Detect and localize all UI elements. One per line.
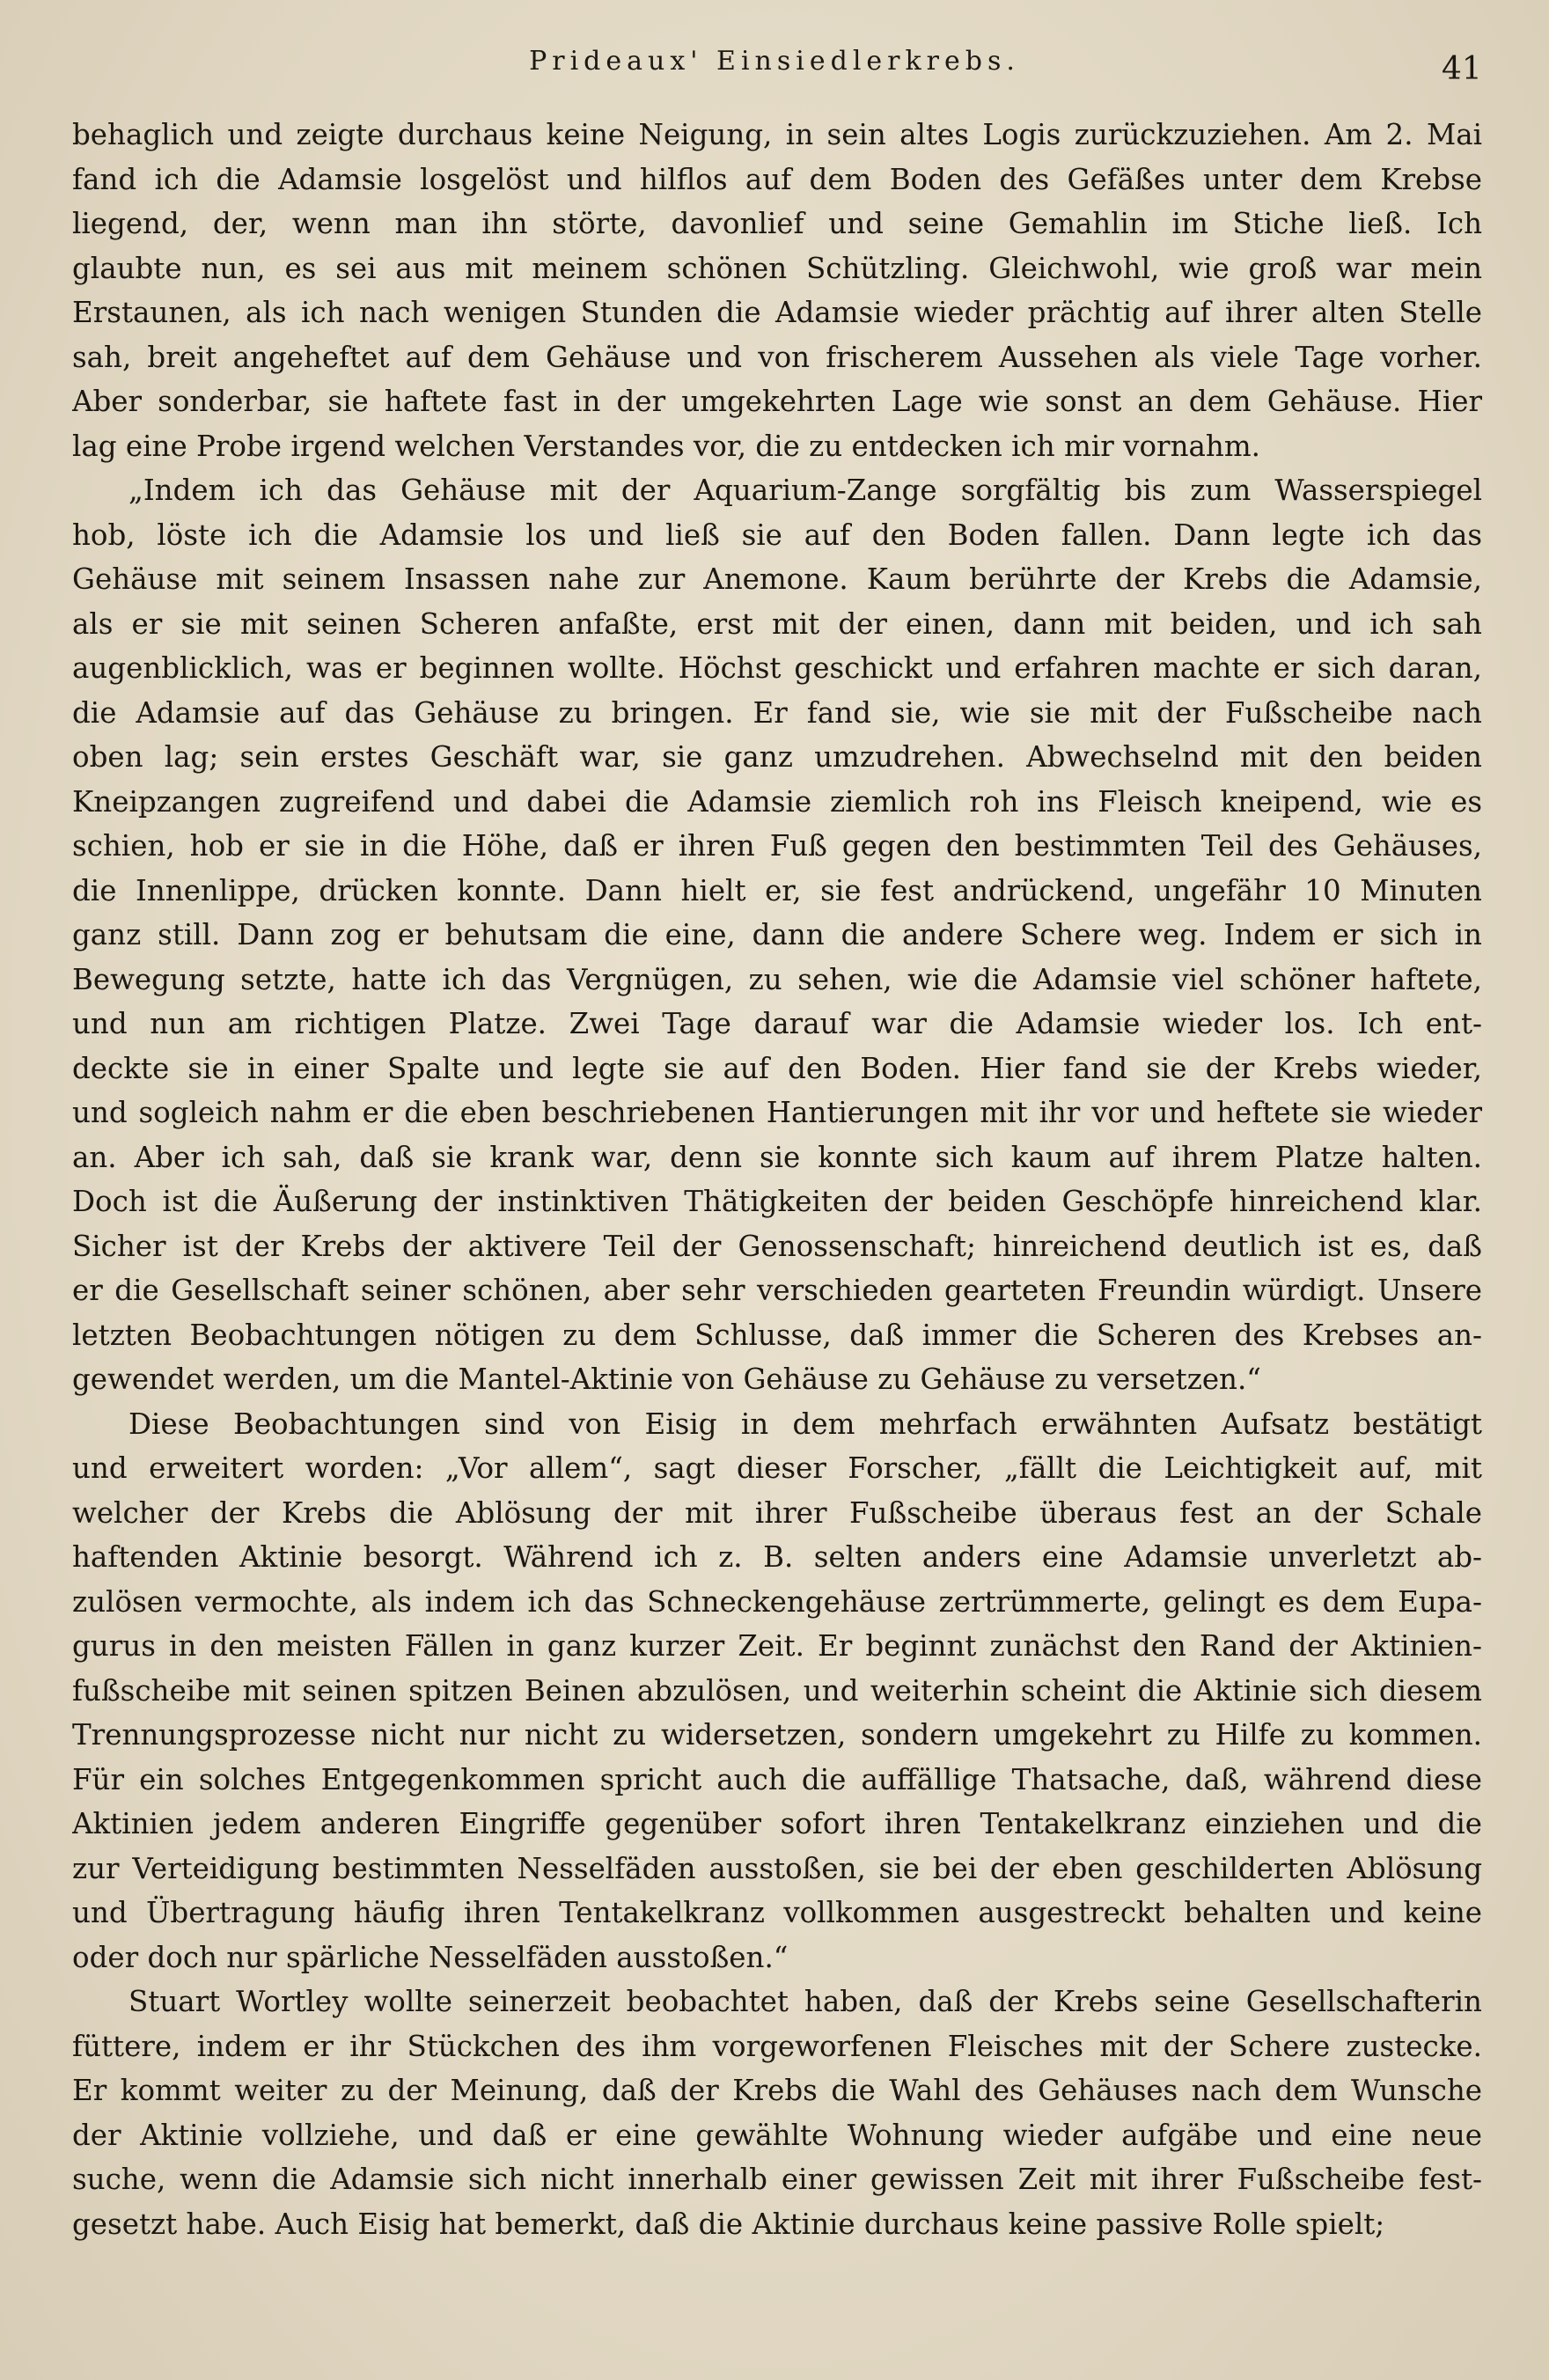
text-line: ganz still. Dann zog er behutsam die eine, dann die andere Schere weg. Indem er sich in [72,918,1482,951]
text-line: augenblicklich, was er beginnen wollte. Höchst geschickt und erfahren machte er sich daran, [72,651,1482,685]
text-line: Stuart Wortley wollte seinerzeit beobachtet haben, daß der Krebs seine Gesellschafterin [128,1985,1482,2018]
text-line: lag eine Probe irgend welchen Verstandes vor, die zu entdecken ich mir vornahm. [72,429,1260,463]
text-line: die Adamsie auf das Gehäuse zu bringen. Er fand sie, wie sie mit der Fußscheibe nach [72,695,1482,730]
text-line: und Übertragung häufig ihren Tentakelkranz vollkommen ausgestreckt behalten und keine [72,1896,1482,1929]
text-line: der Aktinie vollziehe, und daß er eine gewählte Wohnung wieder aufgäbe und eine neue [72,2118,1482,2152]
text-line: haftenden Aktinie besorgt. Während ich z. B. selten anders eine Adamsie unverletzt ab- [72,1540,1482,1574]
text-line: und sogleich nahm er die eben beschriebenen Hantierungen mit ihr vor und heftete sie wieder [72,1096,1482,1129]
text-line: Kneipzangen zugreifend und dabei die Adamsie ziemlich roh ins Fleisch kneipend, wie es [72,784,1482,819]
text-line: welcher der Krebs die Ablösung der mit ihrer Fußscheibe überaus fest an der Schale [72,1495,1482,1530]
running-title: Prideaux' Einsiedlerkrebs. [529,46,1020,77]
text-line: oben lag; sein erstes Geschäft war, sie ganz umzudrehen. Abwechselnd mit den beiden [72,740,1482,774]
text-line: zur Verteidigung bestimmten Nesselfäden ausstoßen, sie bei der eben geschilderten Ablösung [72,1851,1482,1885]
text-line: Diese Beobachtungen sind von Eisig in dem mehrfach erwähnten Aufsatz bestätigt [128,1407,1482,1441]
text-line: behaglich und zeigte durchaus keine Neigung, in sein altes Logis zurückzuziehen. Am 2. Mai [72,118,1482,151]
text-line: Für ein solches Entgegenkommen spricht auch die auffällige Thatsache, daß, während diese [72,1762,1482,1796]
text-line: fand ich die Adamsie losgelöst und hilflos auf dem Boden des Gefäßes unter dem Krebse [72,162,1482,196]
text-line: oder doch nur spärliche Nesselfäden ausstoßen.“ [72,1940,789,1974]
text-line: „Indem ich das Gehäuse mit der Aquarium-Zange sorgfältig bis zum Wasserspiegel [128,474,1482,507]
text-line: und erweitert worden: „Vor allem“, sagt dieser Forscher, „fällt die Leichtigkeit auf, mit [72,1451,1482,1485]
text-line: glaubte nun, es sei aus mit meinem schönen Schützling. Gleichwohl, wie groß war mein [72,251,1482,285]
text-line: hob, löste ich die Adamsie los und ließ sie auf den Boden fallen. Dann legte ich das [72,518,1482,552]
text-line: und nun am richtigen Platze. Zwei Tage darauf war die Adamsie wieder los. Ich ent- [72,1007,1482,1040]
text-line: an. Aber ich sah, daß sie krank war, denn sie konnte sich kaum auf ihrem Platze halten. [72,1140,1482,1174]
text-line: zulösen vermochte, als indem ich das Schneckengehäuse zertrümmerte, gelingt es dem Eupa- [72,1584,1482,1619]
text-line: Bewegung setzte, hatte ich das Vergnügen, zu sehen, wie die Adamsie viel schöner haftete, [72,962,1482,996]
text-line: gurus in den meisten Fällen in ganz kurzer Zeit. Er beginnt zunächst den Rand der Aktinien- [72,1629,1482,1663]
text-line: suche, wenn die Adamsie sich nicht innerhalb einer gewissen Zeit mit ihrer Fußscheibe fest- [72,2163,1482,2196]
body-text [72,113,1482,2246]
text-line: Trennungsprozesse nicht nur nicht zu widersetzen, sondern umgekehrt zu Hilfe zu kommen. [72,1718,1482,1752]
text-line: Aber sonderbar, sie haftete fast in der umgekehrten Lage wie sonst an dem Gehäuse. Hier [72,385,1482,418]
text-line: als er sie mit seinen Scheren anfaßte, erst mit der einen, dann mit beiden, und ich sah [72,606,1482,641]
text-line: füttere, indem er ihr Stückchen des ihm vorgeworfenen Fleisches mit der Schere zustecke. [72,2029,1482,2063]
text-line: Erstaunen, als ich nach wenigen Stunden die Adamsie wieder prächtig auf ihrer alten Stelle [72,296,1482,329]
text-line: letzten Beobachtungen nötigen zu dem Schlusse, daß immer die Scheren des Krebses an- [72,1318,1482,1352]
text-line: gesetzt habe. Auch Eisig hat bemerkt, daß die Aktinie durchaus keine passive Rolle spielt; [72,2207,1385,2241]
paragraph-4 [72,1980,1482,2246]
text-line: schien, hob er sie in die Höhe, daß er ihren Fuß gegen den bestimmten Teil des Gehäuses, [72,829,1482,863]
text-line: die Innenlippe, drücken konnte. Dann hielt er, sie fest andrückend, ungefähr 10 Minuten [72,873,1482,907]
text-line: liegend, der, wenn man ihn störte, davonlief und seine Gemahlin im Stiche ließ. Ich [72,207,1482,240]
text-line: gewendet werden, um die Mantel-Aktinie von Gehäuse zu Gehäuse zu versetzen.“ [72,1363,1261,1396]
text-line: fußscheibe mit seinen spitzen Beinen abzulösen, und weiterhin scheint die Aktinie sich diesem [72,1673,1482,1708]
text-line: Gehäuse mit seinem Insassen nahe zur Anemone. Kaum berührte der Krebs die Adamsie, [72,562,1482,596]
text-line: deckte sie in einer Spalte und legte sie auf den Boden. Hier fand sie der Krebs wieder, [72,1051,1482,1085]
paragraph-2 [72,468,1482,1402]
text-line: Sicher ist der Krebs der aktivere Teil der Genossenschaft; hinreichend deutlich ist es, daß [72,1229,1482,1263]
page-number: 41 [1442,51,1482,87]
text-line: er die Gesellschaft seiner schönen, aber sehr verschieden gearteten Freundin würdigt. Unsere [72,1274,1482,1307]
text-line: Doch ist die Äußerung der instinktiven Thätigkeiten der beiden Geschöpfe hinreichend klar. [72,1185,1482,1218]
text-line: sah, breit angeheftet auf dem Gehäuse und von frischerem Aussehen als viele Tage vorher. [72,340,1482,374]
text-line: Aktinien jedem anderen Eingriffe gegenüber sofort ihren Tentakelkranz einziehen und die [72,1807,1482,1840]
paragraph-1 [72,113,1482,468]
text-line: Er kommt weiter zu der Meinung, daß der Krebs die Wahl des Gehäuses nach dem Wunsche [72,2074,1482,2107]
paragraph-3 [72,1402,1482,1980]
